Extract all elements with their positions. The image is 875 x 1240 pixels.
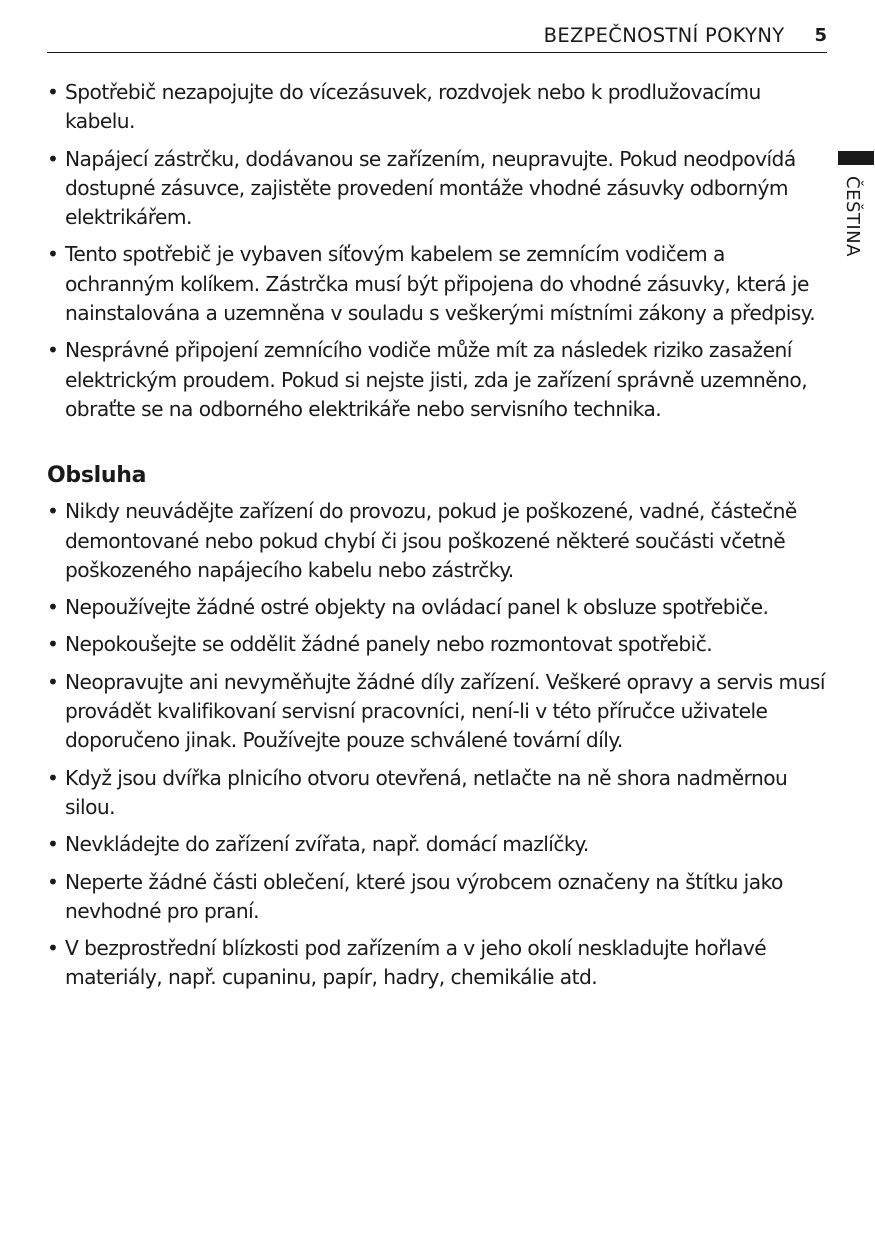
language-tab-label: ČEŠTINA <box>842 176 863 257</box>
list-item: • Tento spotřebič je vybaven síťovým kabelem se zemnícím vodičem a ochranným kolíkem. Zástrčka musí být připojena do vhodné zásuvky, která je nainstalována a uzemněna v souladu s veškerými místními zákony a předpisy. <box>47 240 829 328</box>
list-item: • Nikdy neuvádějte zařízení do provozu, pokud je poškozené, vadné, částečně demontované nebo pokud chybí či jsou poškozené některé součásti včetně poškozeného napájecího kabelu nebo zástrčky. <box>47 497 829 585</box>
list-item: • Spotřebič nezapojujte do vícezásuvek, rozdvojek nebo k prodlužovacímu kabelu. <box>47 78 829 137</box>
list-item: • Nesprávné připojení zemnícího vodiče může mít za následek riziko zasažení elektrickým proudem. Pokud si nejste jisti, zda je zařízení správně uzemněno, obraťte se na odborného elektrikáře nebo servisního technika. <box>47 336 829 424</box>
list-item: • Když jsou dvířka plnicího otvoru otevřená, netlačte na ně shora nadměrnou silou. <box>47 764 829 823</box>
safety-list-electrical <box>47 78 829 424</box>
page-number: 5 <box>814 24 827 46</box>
page-header <box>47 18 827 53</box>
section-heading-operation: Obsluha <box>47 463 147 489</box>
list-item: • Nevkládejte do zařízení zvířata, např. domácí mazlíčky. <box>47 830 829 859</box>
list-item: • Nepoužívejte žádné ostré objekty na ovládací panel k obsluze spotřebiče. <box>47 593 829 622</box>
list-item: • Napájecí zástrčku, dodávanou se zařízením, neupravujte. Pokud neodpovídá dostupné zásuvce, zajistěte provedení montáže vhodné zásuvky odborným elektrikářem. <box>47 145 829 233</box>
list-item: • V bezprostřední blízkosti pod zařízením a v jeho okolí neskladujte hořlavé materiály, např. cupaninu, papír, hadry, chemikálie atd. <box>47 934 829 993</box>
page-content <box>47 78 829 1001</box>
language-tab-marker <box>838 151 874 165</box>
header-title: BEZPEČNOSTNÍ POKYNY <box>543 23 785 47</box>
list-item: • Nepokoušejte se oddělit žádné panely nebo rozmontovat spotřebič. <box>47 630 829 659</box>
list-item: • Neopravujte ani nevyměňujte žádné díly zařízení. Veškeré opravy a servis musí provádět kvalifikovaní servisní pracovníci, není-li v této příručce uživatele doporučeno jinak. Používejte pouze schválené tovární díly. <box>47 668 829 756</box>
safety-list-operation <box>47 497 829 992</box>
list-item: • Neperte žádné části oblečení, které jsou výrobcem označeny na štítku jako nevhodné pro praní. <box>47 868 829 927</box>
